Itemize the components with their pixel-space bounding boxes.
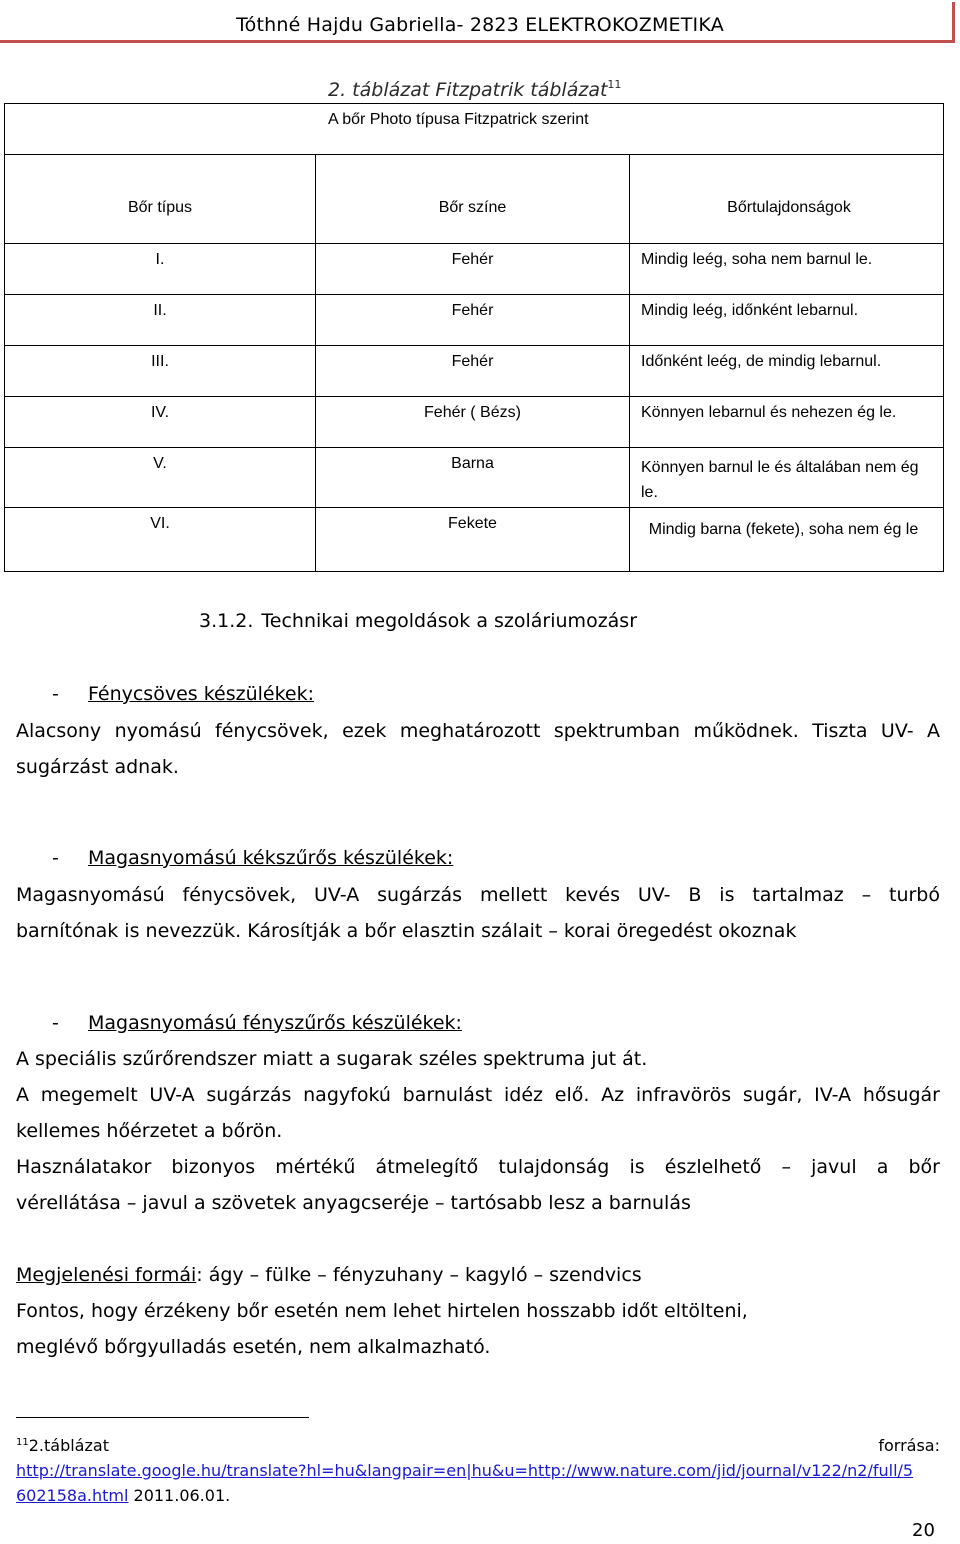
cell-type: II. [5,295,316,346]
cell-color: Barna [316,448,630,508]
cell-type: VI. [5,508,316,572]
footnote-number: 11 [16,1437,29,1448]
paragraph-line: vérellátása – javul a szövetek anyagcseréje – tartósabb lesz a barnulás [16,1192,691,1214]
paragraph-line: Fontos, hogy érzékeny bőr esetén nem lehet hirtelen hosszabb időt eltölteni, [16,1300,748,1322]
forms-text: : ágy – fülke – fényzuhany – kagyló – szendvics [196,1264,642,1286]
cell-type: III. [5,346,316,397]
header-rule [0,40,955,43]
table-row [5,295,944,346]
footnote-separator [16,1417,309,1418]
cell-type: V. [5,448,316,508]
table-row [5,448,944,508]
cell-properties: Mindig leég, soha nem barnul le. [630,244,944,295]
page-header: Tóthné Hajdu Gabriella- 2823 ELEKTROKOZMETIKA [236,14,724,36]
header-skin-properties: Bőrtulajdonságok [630,155,944,244]
section-title: Technikai megoldások a szoláriumozásr [261,610,638,632]
table-caption [328,78,621,101]
bullet-dash: - [52,1012,59,1034]
table-subtitle: A bőr Photo típusa Fitzpatrick szerint [5,104,944,155]
header-skin-color: Bőr színe [316,155,630,244]
section-number: 3.1.2. [199,610,254,632]
header-skin-type: Bőr típus [5,155,316,244]
paragraph-line: A megemelt UV-A sugárzás nagyfokú barnulást idéz elő. Az infravörös sugár, IV-A hősugár [16,1084,940,1106]
footnote-label: 2.táblázat [28,1436,109,1455]
table-header-row [5,155,944,244]
cell-color: Fehér [316,244,630,295]
paragraph-line: A speciális szűrőrendszer miatt a sugarak széles spektruma jut át. [16,1048,648,1070]
table-row [5,397,944,448]
footnote-link-line-2 [16,1486,230,1505]
cell-color: Fehér ( Bézs) [316,397,630,448]
cell-properties: Időnként leég, de mindig lebarnul. [630,346,944,397]
page-number: 20 [912,1520,935,1541]
paragraph-line: meglévő bőrgyulladás esetén, nem alkalmazható. [16,1336,491,1358]
paragraph-line: Használatakor bizonyos mértékű átmelegítő tulajdonság is észlelhető – javul a bőr [16,1156,940,1178]
table-subtitle-row [5,104,944,155]
footnote [16,1436,940,1455]
cell-color: Fekete [316,508,630,572]
footnote-link-line [16,1461,913,1480]
table-row [5,508,944,572]
table-row [5,244,944,295]
paragraph-line: sugárzást adnak. [16,756,179,778]
fitzpatrick-table [4,103,944,572]
table-row [5,346,944,397]
bullet-fluorescent-label: Fénycsöves készülékek: [88,683,315,705]
paragraph-line: Magasnyomású fénycsövek, UV-A sugárzás mellett kevés UV- B is tartalmaz – turbó [16,884,940,906]
footnote-source-link-end[interactable]: 602158a.html [16,1486,129,1505]
caption-footnote-ref[interactable]: 11 [607,78,622,91]
cell-color: Fehér [316,346,630,397]
cell-properties: Mindig leég, időnként lebarnul. [630,295,944,346]
footnote-source-label: forrása: [878,1436,940,1455]
bullet-light-filter-label: Magasnyomású fényszűrős készülékek: [88,1012,462,1034]
paragraph-line: barnítónak is nevezzük. Károsítják a bőr elasztin szálait – korai öregedést okoznak [16,920,797,942]
cell-properties: Könnyen lebarnul és nehezen ég le. [630,397,944,448]
bullet-dash: - [52,683,59,705]
cell-properties: Mindig barna (fekete), soha nem ég le [630,508,944,572]
footnote-date: 2011.06.01. [128,1486,231,1505]
bullet-dash: - [52,847,59,869]
table-caption-text: 2. táblázat Fitzpatrik táblázat [328,79,608,101]
paragraph-line: Alacsony nyomású fénycsövek, ezek meghatározott spektrumban működnek. Tiszta UV- A [16,720,940,742]
bullet-blue-filter-label: Magasnyomású kékszűrős készülékek: [88,847,454,869]
section-heading [199,610,637,632]
cell-properties: Könnyen barnul le és általában nem ég le. [630,448,944,508]
paragraph-line: kellemes hőérzetet a bőrön. [16,1120,283,1142]
header-accent-bar [952,2,955,42]
footnote-source-link[interactable]: http://translate.google.hu/translate?hl=hu&langpair=en|hu&u=http://www.nature.com/jid/journal/v122/n2/full/5 [16,1461,914,1480]
cell-type: I. [5,244,316,295]
forms-line [16,1257,940,1293]
cell-color: Fehér [316,295,630,346]
forms-label: Megjelenési formái [16,1264,197,1286]
cell-type: IV. [5,397,316,448]
